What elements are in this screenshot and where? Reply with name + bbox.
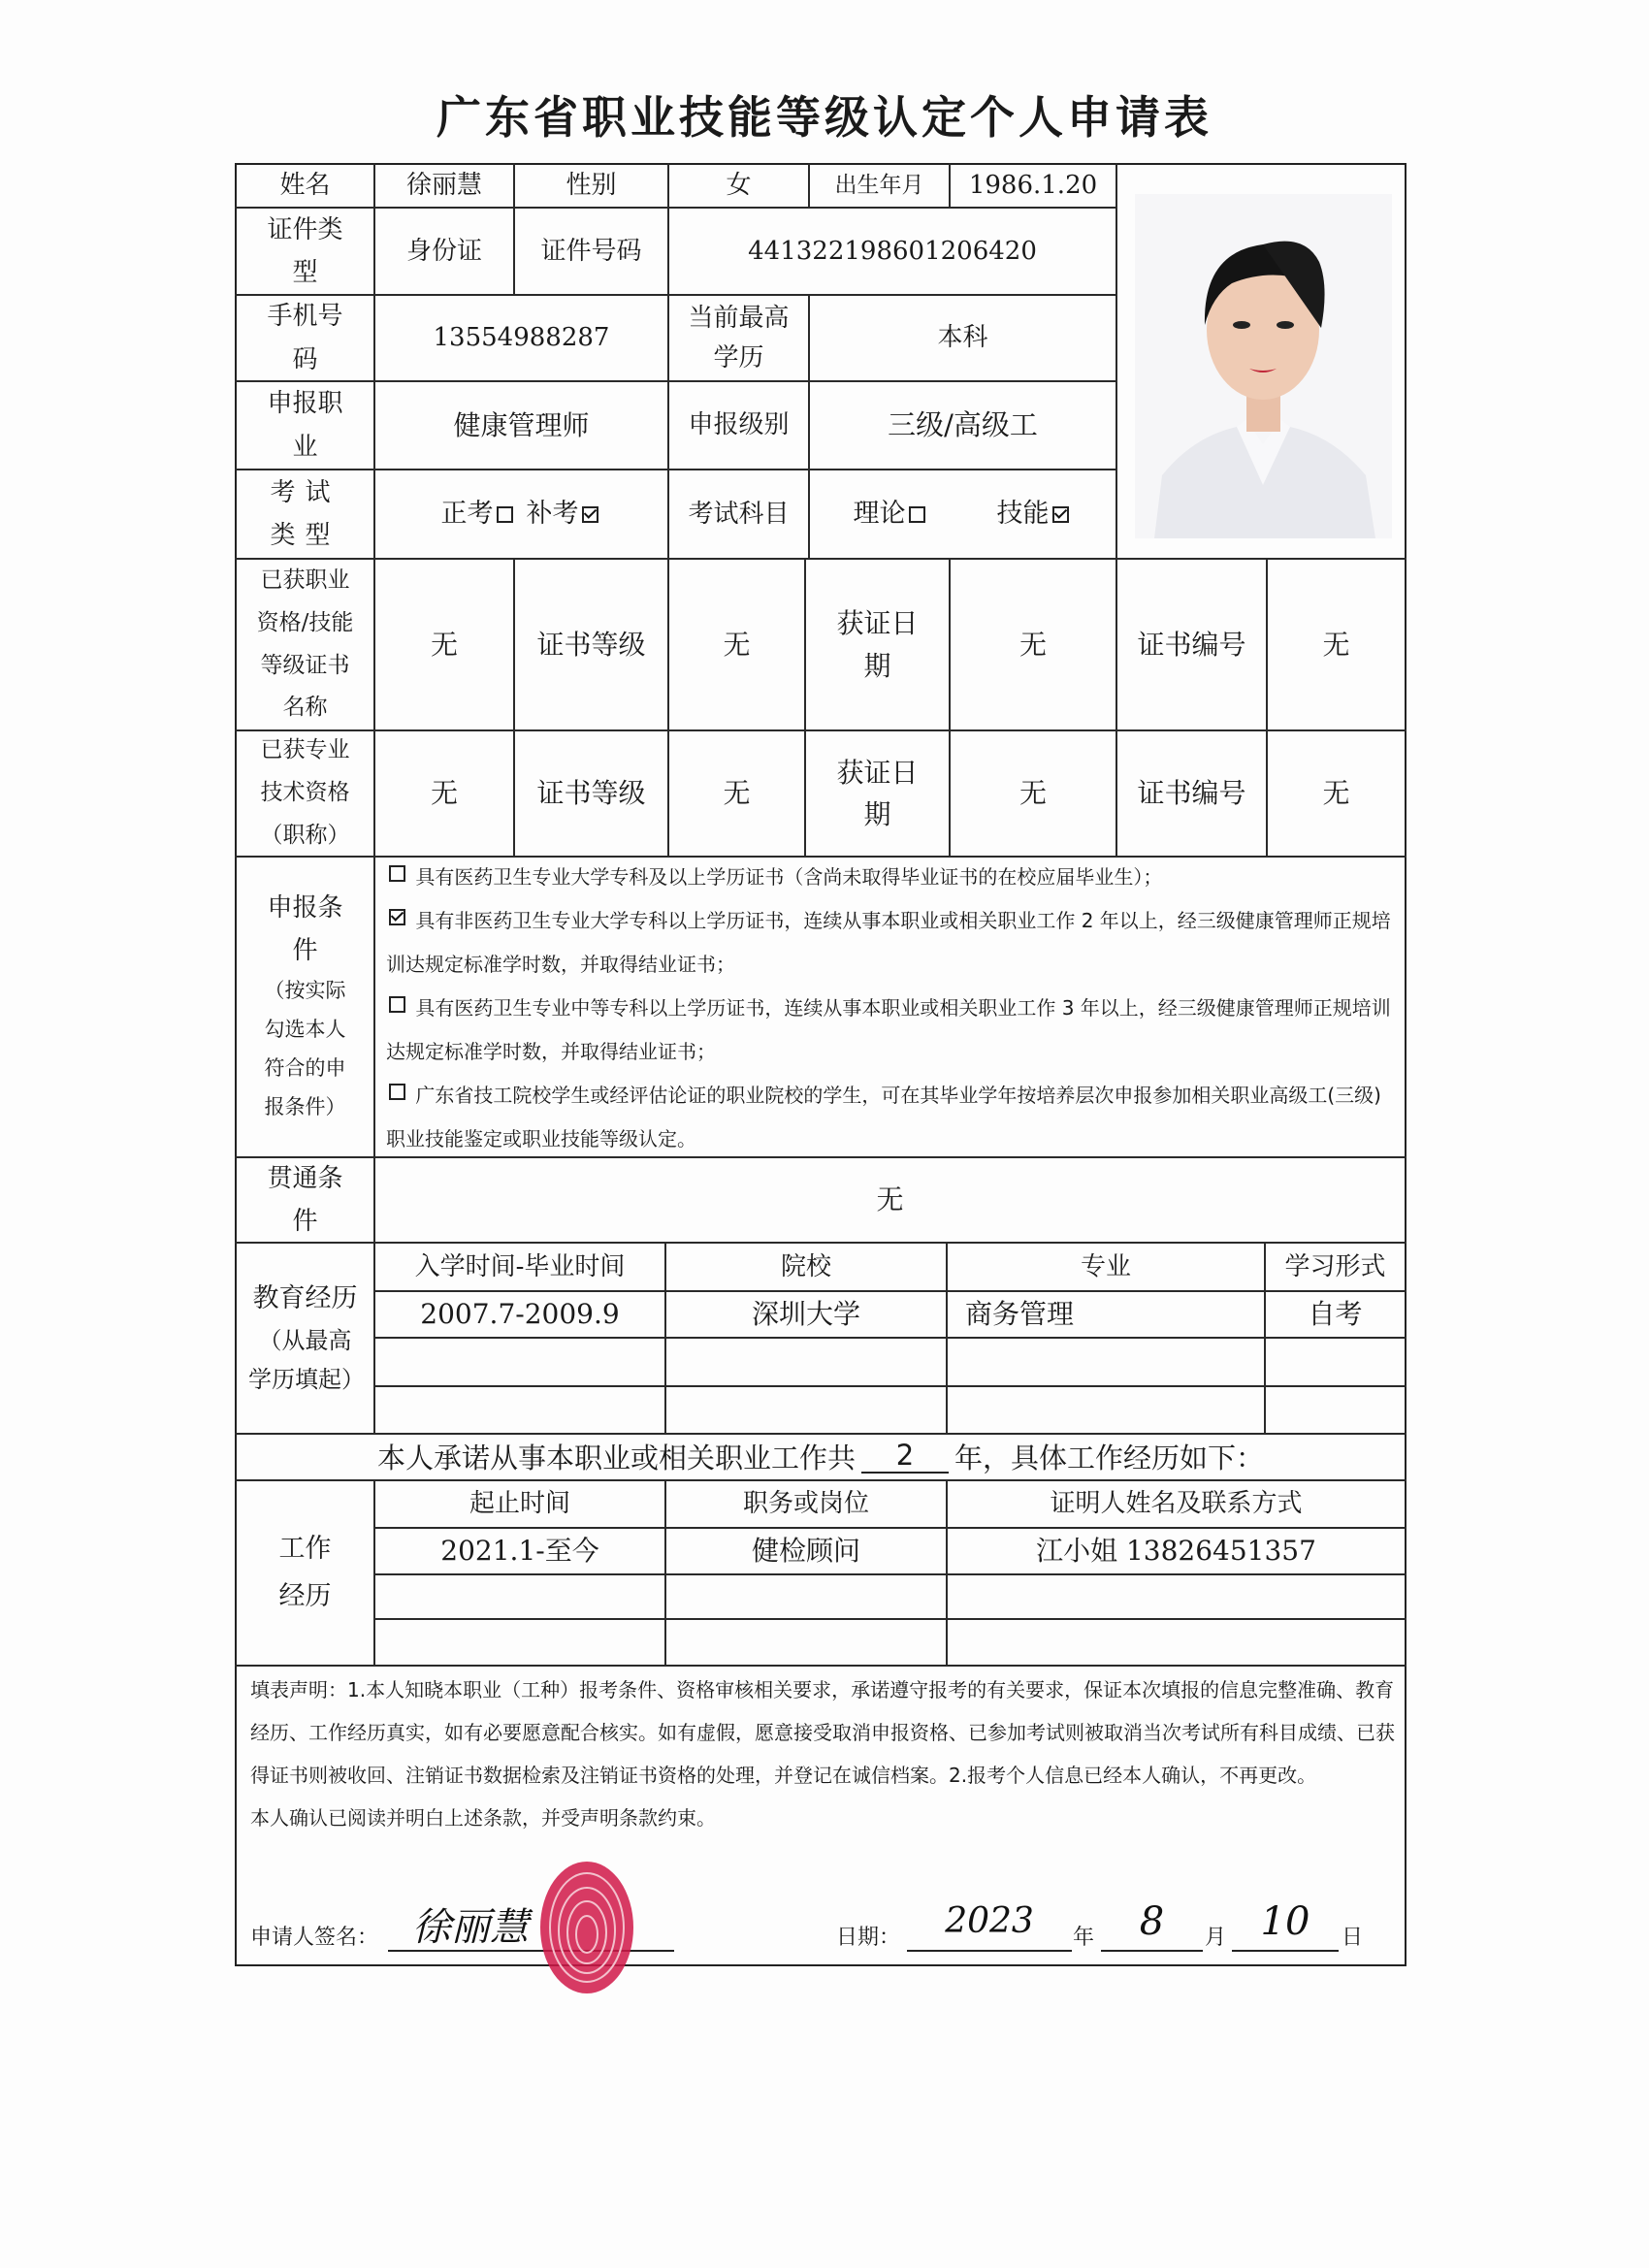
work-header-period: 起止时间 (469, 1489, 570, 1519)
condition-checkbox[interactable] (389, 1084, 405, 1100)
education-label-cell (237, 1244, 373, 1433)
declaration-text: 填表声明：1.本人知晓本职业（工种）报考条件、资格审核相关要求，承诺遵守报考的有关要求，保证本次填报的信息完整准确、教育经历、工作经历真实，如有必要愿意配合核实。如有虚假，愿意接受取消申报资格、已参加考试则被取消当次考试所有科目成绩、已获得证书则被收回、注销证书数据检索及注销证书资格的处理，并登记在诚信档案。2.报考个人信息已经本人确认，不再更改。 (250, 1678, 1395, 1787)
edu-row1-school: 深圳大学 (751, 1298, 860, 1331)
condition-item: 具有非医药卫生专业大学专科以上学历证书，连续从事本职业或相关职业工作 2 年以上，经三级健康管理师正规培训达规定标准学时数，并取得结业证书； (386, 909, 1391, 976)
occupation-label: 申报职业 (267, 389, 343, 462)
occupation-value: 健康管理师 (453, 408, 590, 441)
conditions-list (386, 856, 1395, 1161)
condition-item: 广东省技工院校学生或经评估论证的职业院校的学生，可在其毕业学年按培养层次申报参加相关职业高级工(三级)职业技能鉴定或职业技能等级认定。 (386, 1084, 1381, 1150)
name-value: 徐丽慧 (405, 171, 482, 201)
gender-label: 性别 (566, 171, 617, 201)
through-value: 无 (876, 1183, 904, 1216)
qual2-grade: 无 (723, 777, 751, 810)
edu-label: 当前最高学历 (688, 304, 790, 373)
education-label: 教育经历 (252, 1282, 358, 1313)
condition-checkbox[interactable] (389, 996, 405, 1013)
fingerprint-icon (534, 1855, 640, 2000)
qual2-no-label: 证书编号 (1137, 777, 1246, 810)
exam-regular-checkbox[interactable] (497, 506, 513, 523)
idno-value: 441322198601206420 (748, 236, 1037, 266)
subject-label: 考试科目 (688, 499, 790, 529)
qual1-date-label: 获证日期 (836, 607, 919, 682)
condition-checkbox[interactable] (389, 865, 405, 882)
work-row1-period: 2021.1-至今 (440, 1535, 599, 1568)
work-header-reference: 证明人姓名及联系方式 (1050, 1489, 1303, 1519)
edu-row1-time: 2007.7-2009.9 (420, 1298, 620, 1331)
education-note: （从最高学历填起） (248, 1326, 365, 1394)
portrait-icon (1135, 194, 1392, 538)
sign-day: 10 (1260, 1899, 1310, 1944)
qual2-date: 无 (1018, 777, 1047, 810)
subject-skill-label: 技能 (996, 499, 1050, 530)
exam-makeup-checkbox[interactable] (582, 506, 598, 523)
qual2-no: 无 (1322, 777, 1350, 810)
examtype-label: 考试类型 (270, 477, 340, 550)
qual1-grade: 无 (723, 628, 751, 661)
qual2-date-label: 获证日期 (836, 756, 919, 830)
level-label: 申报级别 (688, 410, 790, 440)
qual1-date: 无 (1018, 628, 1047, 661)
conditions-label-cell (237, 858, 373, 1156)
level-value: 三级/高级工 (888, 408, 1038, 442)
exam-regular-label: 正考 (440, 499, 494, 530)
day-unit: 日 (1342, 1926, 1364, 1950)
qual1-label: 已获职业资格/技能等级证书名称 (256, 567, 354, 721)
declaration (250, 1669, 1395, 1839)
applicant-photo (1135, 194, 1392, 538)
qual1-name: 无 (430, 628, 458, 661)
conditions-label: 申报条件 (267, 893, 343, 966)
subject-skill-checkbox[interactable] (1052, 506, 1069, 523)
edu-header-major: 专业 (1080, 1251, 1131, 1281)
edu-value: 本科 (937, 323, 988, 353)
year-unit: 年 (1073, 1926, 1095, 1950)
edu-header-school: 院校 (780, 1251, 831, 1281)
signature-label: 申请人签名： (250, 1926, 379, 1950)
sign-month: 8 (1139, 1899, 1165, 1944)
phone-label: 手机号码 (267, 302, 343, 374)
sign-year: 2023 (945, 1901, 1034, 1941)
idtype-value: 身份证 (405, 236, 482, 266)
exam-makeup-label: 补考 (526, 499, 579, 530)
work-label: 工作经历 (278, 1533, 332, 1611)
work-row1-position: 健检顾问 (751, 1535, 860, 1568)
work-row1-reference: 江小姐 13826451357 (1036, 1535, 1316, 1568)
condition-item: 具有医药卫生专业大学专科及以上学历证书（含尚未取得毕业证书的在校应届毕业生）； (386, 856, 1395, 899)
promise-years: 2 (861, 1439, 949, 1474)
signature-name: 徐丽慧 (412, 1905, 529, 1950)
edu-row1-mode: 自考 (1308, 1298, 1363, 1331)
qual2-name: 无 (430, 777, 458, 810)
qual1-no-label: 证书编号 (1137, 628, 1246, 661)
name-label: 姓名 (279, 171, 331, 201)
idtype-label: 证件类型 (267, 214, 343, 287)
birth-label: 出生年月 (834, 172, 924, 198)
edu-header-mode: 学习形式 (1284, 1251, 1386, 1281)
edu-header-time: 入学时间-毕业时间 (414, 1251, 626, 1281)
declaration-confirm: 本人确认已阅读并明白上述条款，并受声明条款约束。 (250, 1806, 716, 1830)
qual2-label: 已获专业技术资格（职称） (260, 737, 350, 848)
through-label: 贯通条件 (267, 1163, 343, 1236)
subject-theory-checkbox[interactable] (909, 506, 925, 523)
work-promise: 本人承诺从事本职业或相关职业工作共 2 年，具体工作经历如下： (376, 1439, 1265, 1474)
fingerprint-stamp (534, 1855, 640, 2000)
date-label: 日期： (836, 1926, 901, 1950)
subject-theory-label: 理论 (853, 499, 906, 530)
edu-row1-major: 商务管理 (965, 1298, 1075, 1331)
qual1-no: 无 (1322, 628, 1350, 661)
subject-options (810, 470, 1116, 558)
birth-value: 1986.1.20 (968, 171, 1098, 201)
condition-item: 具有医药卫生专业中等专科以上学历证书，连续从事本职业或相关职业工作 3 年以上，经三级健康管理师正规培训达规定标准学时数，并取得结业证书； (386, 996, 1391, 1063)
month-unit: 月 (1205, 1926, 1227, 1950)
work-header-position: 职务或岗位 (742, 1489, 869, 1519)
condition-checkbox[interactable] (389, 909, 405, 925)
examtype-options (375, 470, 667, 558)
qual2-grade-label: 证书等级 (536, 777, 646, 810)
form-title: 广东省职业技能等级认定个人申请表 (436, 91, 1212, 144)
conditions-note: （按实际勾选本人符合的申报条件） (264, 979, 346, 1119)
phone-value: 13554988287 (433, 323, 610, 353)
qual1-grade-label: 证书等级 (536, 628, 646, 661)
idno-label: 证件号码 (540, 236, 642, 266)
gender-value: 女 (726, 171, 752, 201)
